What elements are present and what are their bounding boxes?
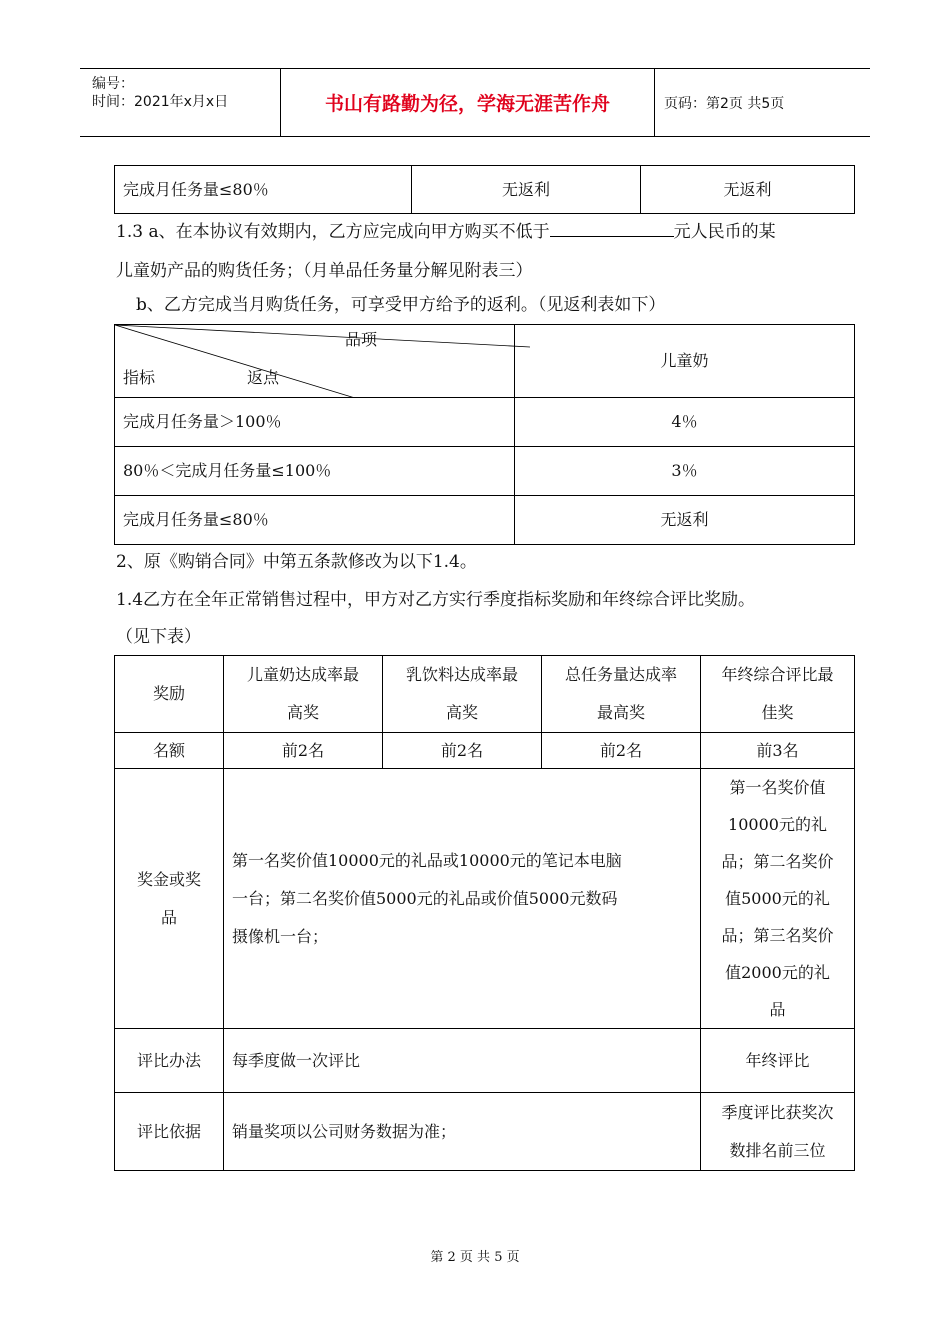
serial-label: 编号： bbox=[92, 76, 134, 92]
prize-year-line: 值2000元的礼 bbox=[725, 963, 830, 982]
table-cell: 前2名 bbox=[383, 733, 542, 769]
table-cell: 前2名 bbox=[542, 733, 701, 769]
basis-text: 销量奖项以公司财务数据为准； bbox=[224, 1093, 701, 1171]
clause-text: 1.3 a、在本协议有效期内，乙方应完成向甲方购买不低于 bbox=[116, 222, 550, 242]
basis-year bbox=[701, 1093, 855, 1171]
table-cell: 前2名 bbox=[224, 733, 383, 769]
header-col bbox=[224, 656, 383, 733]
rebate-table bbox=[114, 324, 855, 545]
header-text: 高奖 bbox=[445, 703, 478, 722]
clause-text: 元人民币的某 bbox=[673, 222, 776, 242]
table-row bbox=[115, 447, 855, 496]
header-meta bbox=[80, 69, 280, 136]
header-col bbox=[542, 656, 701, 733]
header-col bbox=[701, 656, 855, 733]
basis-label: 评比依据 bbox=[115, 1093, 224, 1171]
table-cell: 完成月任务量≤80％ bbox=[115, 496, 515, 545]
header-col bbox=[383, 656, 542, 733]
prize-line: 一台；第二名奖价值5000元的礼品或价值5000元数码 bbox=[232, 888, 618, 908]
quota-label: 名额 bbox=[115, 733, 224, 769]
table-cell: 无返利 bbox=[641, 166, 855, 214]
header-divider bbox=[654, 69, 655, 136]
table-cell: 80％＜完成月任务量≤100％ bbox=[115, 447, 515, 496]
prize-year-line: 10000元的礼 bbox=[728, 815, 827, 834]
clause-1-4-note: （见下表） bbox=[116, 627, 201, 647]
prize-text bbox=[224, 769, 701, 1029]
award-table bbox=[114, 655, 855, 1171]
basis-year-line: 季度评比获奖次 bbox=[721, 1102, 834, 1122]
table-cell: 完成月任务量＞100％ bbox=[115, 398, 515, 447]
header-text: 儿童奶达成率最 bbox=[246, 665, 359, 684]
label-text: 品 bbox=[160, 907, 177, 927]
header-text: 佳奖 bbox=[761, 703, 794, 722]
basis-year-line: 数排名前三位 bbox=[729, 1140, 826, 1160]
method-year: 年终评比 bbox=[701, 1029, 855, 1093]
table-cell: 3％ bbox=[515, 447, 855, 496]
diag-label-metric: 指标 bbox=[123, 368, 156, 387]
product-cell: 儿童奶 bbox=[515, 325, 855, 398]
diag-label-item: 品项 bbox=[345, 330, 378, 349]
prize-label bbox=[115, 769, 224, 1029]
header-award: 奖励 bbox=[115, 656, 224, 733]
clause-2: 2、原《购销合同》中第五条款修改为以下1.4。 bbox=[116, 552, 477, 572]
table-row bbox=[115, 656, 855, 733]
table-cell: 无返利 bbox=[515, 496, 855, 545]
diagonal-lines bbox=[115, 325, 530, 398]
header-text: 最高奖 bbox=[596, 703, 645, 722]
table-cell: 前3名 bbox=[701, 733, 855, 769]
table-row bbox=[115, 496, 855, 545]
header-text: 总任务量达成率 bbox=[564, 665, 677, 684]
table-row bbox=[115, 769, 855, 1029]
table-row bbox=[115, 398, 855, 447]
table-row bbox=[115, 1093, 855, 1171]
prize-year-line: 品；第三名奖价 bbox=[721, 926, 834, 945]
method-text: 每季度做一次评比 bbox=[224, 1029, 701, 1093]
diag-label-rebate: 返点 bbox=[247, 368, 280, 387]
header-text: 高奖 bbox=[286, 703, 319, 722]
top-table bbox=[114, 165, 855, 214]
prize-year-line: 值5000元的礼 bbox=[725, 889, 830, 908]
clause-1-3b: b、乙方完成当月购货任务，可享受甲方给予的返利。（见返利表如下） bbox=[136, 295, 666, 315]
time-label: 时间：2021年x月x日 bbox=[92, 94, 229, 110]
prize-line: 摄像机一台； bbox=[232, 926, 329, 946]
clause-1-3a-line2: 儿童奶产品的购货任务；（月单品任务量分解见附表三） bbox=[116, 261, 533, 281]
amount-blank bbox=[550, 218, 674, 237]
table-row bbox=[115, 733, 855, 769]
page-number-label: 页码：第2页 共5页 bbox=[664, 95, 785, 112]
prize-year bbox=[701, 769, 855, 1029]
table-cell: 完成月任务量≤80％ bbox=[115, 166, 412, 214]
header-text: 年终综合评比最 bbox=[721, 665, 834, 684]
prize-line: 第一名奖价值10000元的礼品或10000元的笔记本电脑 bbox=[232, 850, 622, 870]
table-cell: 无返利 bbox=[412, 166, 641, 214]
prize-year-line: 第一名奖价值 bbox=[729, 778, 826, 797]
clause-1-4: 1.4乙方在全年正常销售过程中，甲方对乙方实行季度指标奖励和年终综合评比奖励。 bbox=[116, 590, 756, 610]
prize-year-line: 品 bbox=[769, 1000, 786, 1019]
table-row bbox=[115, 166, 855, 214]
table-cell: 4％ bbox=[515, 398, 855, 447]
clause-1-3a bbox=[116, 217, 776, 242]
prize-year-line: 品；第二名奖价 bbox=[721, 852, 834, 871]
table-row bbox=[115, 1029, 855, 1093]
diagonal-header-cell bbox=[115, 325, 515, 398]
header-text: 乳饮料达成率最 bbox=[405, 665, 518, 684]
header-motto: 书山有路勤为径，学海无涯苦作舟 bbox=[324, 93, 610, 115]
label-text: 奖金或奖 bbox=[136, 869, 201, 889]
page-header bbox=[80, 68, 870, 137]
method-label: 评比办法 bbox=[115, 1029, 224, 1093]
table-row bbox=[115, 325, 855, 398]
page-footer: 第 2 页 共 5 页 bbox=[430, 1250, 520, 1265]
